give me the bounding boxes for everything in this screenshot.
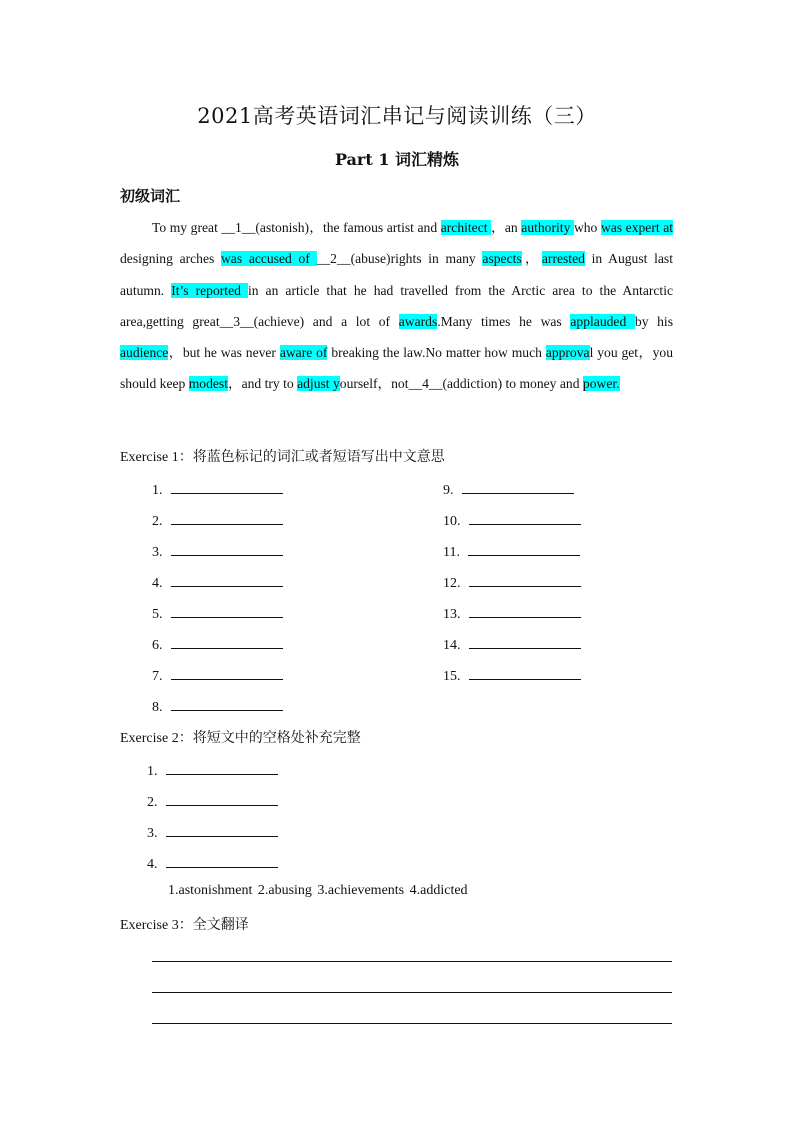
answer-blank[interactable] — [468, 541, 580, 556]
answer-blank[interactable] — [171, 696, 283, 711]
answer-blank[interactable] — [166, 822, 278, 837]
exercise-1-item — [152, 572, 283, 592]
item-number: 7. — [152, 669, 163, 684]
highlighted-vocab: It’s reported — [171, 282, 248, 298]
answer-blank[interactable] — [469, 510, 581, 525]
exercise-2-item — [147, 822, 278, 842]
highlighted-vocab: was expert at — [600, 220, 674, 235]
item-number: 14. — [443, 638, 461, 653]
reading-passage — [120, 212, 673, 400]
passage-text: ourself，not__4__(addiction) to money and — [339, 376, 583, 392]
exercise-1-item — [443, 634, 581, 654]
passage-text: ，and try to — [228, 376, 298, 392]
exercise-1-heading — [120, 446, 445, 466]
exercise-1-item — [152, 603, 283, 623]
answer-blank[interactable] — [166, 853, 278, 868]
passage-text: ，an — [491, 220, 522, 235]
answer-blank[interactable] — [171, 572, 283, 587]
exercise-3-label: Exercise 3： — [120, 918, 193, 933]
passage-text: l you get，you should keep — [120, 345, 673, 392]
item-number: 1. — [152, 483, 163, 498]
highlighted-vocab: modest — [188, 376, 228, 392]
item-number: 6. — [152, 638, 163, 653]
passage-text: by his — [634, 313, 673, 329]
passage-text: .Many times he was — [437, 313, 571, 329]
exercise-1-item — [152, 541, 283, 561]
highlighted-vocab: approva — [545, 345, 590, 361]
exercise-2-answers: 1.astonishment 2.abusing 3.achievements 4.addicted — [168, 883, 468, 898]
passage-text: breaking the law.No matter how much — [327, 345, 546, 361]
exercise-1-item — [443, 603, 581, 623]
exercise-2-item — [147, 853, 278, 873]
exercise-1-item — [152, 696, 283, 716]
item-number: 3. — [152, 545, 163, 560]
exercise-2-heading — [120, 727, 361, 747]
highlighted-vocab: architect — [440, 220, 492, 235]
exercise-3-instruction: 全文翻译 — [192, 917, 249, 933]
item-number: 2. — [147, 795, 158, 810]
exercise-1-item — [443, 665, 581, 685]
passage-text: To my great __1__(astonish)，the famous artist and — [152, 220, 441, 235]
item-number: 4. — [147, 857, 158, 872]
exercise-1-item — [152, 510, 283, 530]
highlighted-vocab: aspects — [482, 251, 522, 267]
answer-blank[interactable] — [171, 665, 283, 680]
exercise-1-item — [443, 572, 581, 592]
translation-line[interactable] — [152, 1023, 672, 1024]
highlighted-vocab: audience — [120, 345, 169, 361]
part-heading: Part 1 词汇精炼 — [334, 150, 460, 169]
exercise-2-instruction: 将短文中的空格处补充完整 — [192, 730, 361, 746]
item-number: 11. — [443, 545, 460, 560]
item-number: 9. — [443, 483, 454, 498]
item-number: 5. — [152, 607, 163, 622]
answer-blank[interactable] — [166, 791, 278, 806]
item-number: 4. — [152, 576, 163, 591]
exercise-1-item — [152, 665, 283, 685]
exercise-1-instruction: 将蓝色标记的词汇或者短语写出中文意思 — [192, 449, 445, 465]
passage-text: designing arches — [120, 251, 221, 267]
item-number: 1. — [147, 764, 158, 779]
answer-blank[interactable] — [462, 479, 574, 494]
exercise-1-label: Exercise 1： — [120, 450, 193, 465]
passage-text: in August last autumn. — [120, 251, 674, 298]
item-number: 2. — [152, 514, 163, 529]
item-number: 10. — [443, 514, 461, 529]
answer-blank[interactable] — [469, 603, 581, 618]
answer-blank[interactable] — [171, 603, 283, 618]
item-number: 15. — [443, 669, 461, 684]
exercise-3-heading — [120, 914, 249, 934]
item-number: 12. — [443, 576, 461, 591]
highlighted-vocab: was accused of — [220, 251, 317, 267]
highlighted-vocab: power. — [582, 376, 620, 392]
exercise-1-item — [152, 479, 283, 499]
exercise-2-label: Exercise 2： — [120, 731, 193, 746]
passage-text: ，but he was never — [168, 345, 280, 361]
passage-text: ， — [521, 251, 542, 267]
answer-blank[interactable] — [469, 665, 581, 680]
exercise-1-item — [443, 510, 581, 530]
item-number: 3. — [147, 826, 158, 841]
highlighted-vocab: adjust y — [297, 376, 340, 392]
item-number: 8. — [152, 700, 163, 715]
section-heading: 初级词汇 — [120, 187, 181, 205]
exercise-1-item — [443, 479, 574, 499]
highlighted-vocab: awards — [398, 313, 438, 329]
highlighted-vocab: authority — [521, 220, 574, 235]
answer-blank[interactable] — [166, 760, 278, 775]
exercise-2-item — [147, 760, 278, 780]
translation-line[interactable] — [152, 992, 672, 993]
item-number: 13. — [443, 607, 461, 622]
passage-text: __2__(abuse)rights in many — [316, 251, 483, 267]
answer-blank[interactable] — [171, 510, 283, 525]
document-title: 2021高考英语词汇串记与阅读训练（三） — [197, 104, 597, 128]
highlighted-vocab: aware of — [279, 345, 328, 361]
answer-blank[interactable] — [171, 541, 283, 556]
exercise-1-item — [152, 634, 283, 654]
passage-text: in an article that he had travelled from the Arctic area to the Antarctic area,getting great__3__(achieve) and a lot of — [120, 282, 674, 329]
answer-blank[interactable] — [469, 572, 581, 587]
translation-line[interactable] — [152, 961, 672, 962]
passage-text: who — [573, 220, 601, 235]
answer-blank[interactable] — [171, 634, 283, 649]
highlighted-vocab: applauded — [570, 313, 635, 329]
exercise-2-item — [147, 791, 278, 811]
answer-blank[interactable] — [171, 479, 283, 494]
exercise-1-item — [443, 541, 580, 561]
highlighted-vocab: arrested — [541, 251, 585, 267]
answer-blank[interactable] — [469, 634, 581, 649]
